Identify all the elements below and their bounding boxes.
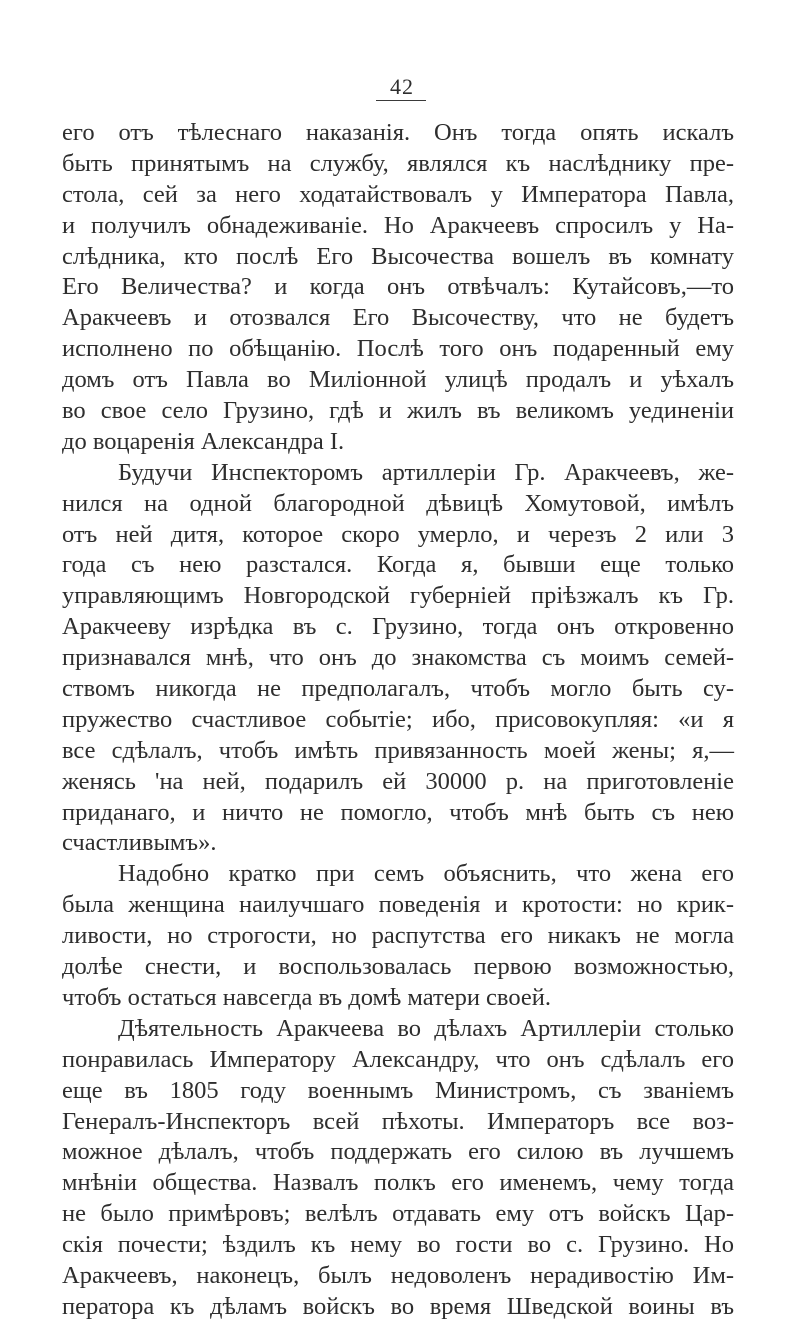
text-line: Его Величества? и когда онъ отвѣчалъ: Кутайсовъ,—то bbox=[62, 273, 734, 301]
text-line: домъ отъ Павла во Миліонной улицѣ продалъ и уѣхалъ bbox=[62, 366, 734, 394]
text-line: была женщина наилучшаго поведенія и кротости: но крик- bbox=[62, 891, 734, 919]
paragraph bbox=[62, 859, 734, 1013]
body-text bbox=[62, 118, 734, 1323]
text-line: Аракчеевъ, наконецъ, былъ недоволенъ нерадивостію Им- bbox=[62, 1261, 734, 1289]
text-line: Будучи Инспекторомъ артиллеріи Гр. Аракчеевъ, же- bbox=[118, 458, 734, 486]
text-line: во свое село Грузино, гдѣ и жилъ въ великомъ уединеніи bbox=[62, 397, 734, 425]
text-line: счастливымъ». bbox=[62, 829, 217, 857]
text-line: ствомъ никогда не предполагалъ, чтобъ могло быть су- bbox=[62, 675, 734, 703]
text-line: ливости, но строгости, но распутства его никакъ не могла bbox=[62, 922, 734, 950]
text-line: приданаго, и ничто не помогло, чтобъ мнѣ быть съ нею bbox=[62, 798, 734, 826]
text-line: Аракчееву изрѣдка въ с. Грузино, тогда онъ откровенно bbox=[62, 613, 734, 641]
text-line: долѣе снести, и воспользовалась первою возможностью, bbox=[62, 953, 734, 981]
text-line: пружество счастливое событіе; ибо, присовокупляя: «и я bbox=[62, 705, 734, 733]
text-line: понравилась Императору Александру, что онъ сдѣлалъ его bbox=[62, 1045, 734, 1073]
text-line: управляющимъ Новгородской губерніей пріѣзжалъ къ Гр. bbox=[62, 582, 734, 610]
page-number-underline bbox=[376, 100, 426, 101]
text-line: нился на одной благородной дѣвицѣ Хомутовой, имѣлъ bbox=[62, 489, 734, 517]
text-line: стола, сей за него ходатайствовалъ у Императора Павла, bbox=[62, 180, 734, 208]
text-line: Дѣятельность Аракчеева во дѣлахъ Артиллеріи столько bbox=[118, 1014, 734, 1042]
text-line: отъ ней дитя, которое скоро умерло, и черезъ 2 или 3 bbox=[62, 520, 734, 548]
text-line: женясь 'на ней, подарилъ ей 30000 р. на приготовленіе bbox=[62, 767, 734, 795]
page-number: 42 bbox=[390, 74, 414, 99]
text-line: быть принятымъ на службу, являлся къ наслѣднику пре- bbox=[62, 149, 734, 177]
text-line: до воцаренія Александра I. bbox=[62, 427, 345, 455]
text-line: чтобъ остаться навсегда въ домѣ матери своей. bbox=[62, 983, 551, 1011]
text-line: его отъ тѣлеснаго наказанія. Онъ тогда опять искалъ bbox=[62, 119, 734, 146]
paragraph bbox=[62, 1014, 734, 1323]
text-line: все сдѣлалъ, чтобъ имѣть привязанность моей жены; я,— bbox=[62, 736, 734, 764]
text-line: мнѣніи общества. Назвалъ полкъ его именемъ, чему тогда bbox=[62, 1169, 734, 1197]
text-line: не было примѣровъ; велѣлъ отдавать ему отъ войскъ Цар- bbox=[62, 1200, 734, 1228]
text-line: слѣдника, кто послѣ Его Высочества вошелъ въ комнату bbox=[62, 242, 734, 270]
paragraph bbox=[62, 118, 734, 458]
text-line: Аракчеевъ и отозвался Его Высочеству, что не будетъ bbox=[62, 304, 734, 332]
text-line: ператора къ дѣламъ войскъ во время Шведской воины въ bbox=[62, 1292, 734, 1320]
paragraph bbox=[62, 458, 734, 860]
text-line: года съ нею разстался. Когда я, бывши еще только bbox=[62, 551, 734, 579]
text-line: скія почести; ѣздилъ къ нему во гости во с. Грузино. Но bbox=[62, 1231, 734, 1259]
text-line: можное дѣлалъ, чтобъ поддержать его силою въ лучшемъ bbox=[62, 1138, 734, 1166]
text-line: Надобно кратко при семъ объяснить, что жена его bbox=[118, 860, 734, 888]
text-line: признавался мнѣ, что онъ до знакомства съ моимъ семей- bbox=[62, 644, 734, 672]
text-line: Генералъ-Инспекторъ всей пѣхоты. Императоръ все воз- bbox=[62, 1107, 734, 1135]
text-line: и получилъ обнадеживаніе. Но Аракчеевъ спросилъ у На- bbox=[62, 211, 734, 239]
text-line: исполнено по обѣщанію. Послѣ того онъ подаренный ему bbox=[62, 335, 734, 363]
text-line: еще въ 1805 году военнымъ Министромъ, съ званіемъ bbox=[62, 1076, 734, 1104]
